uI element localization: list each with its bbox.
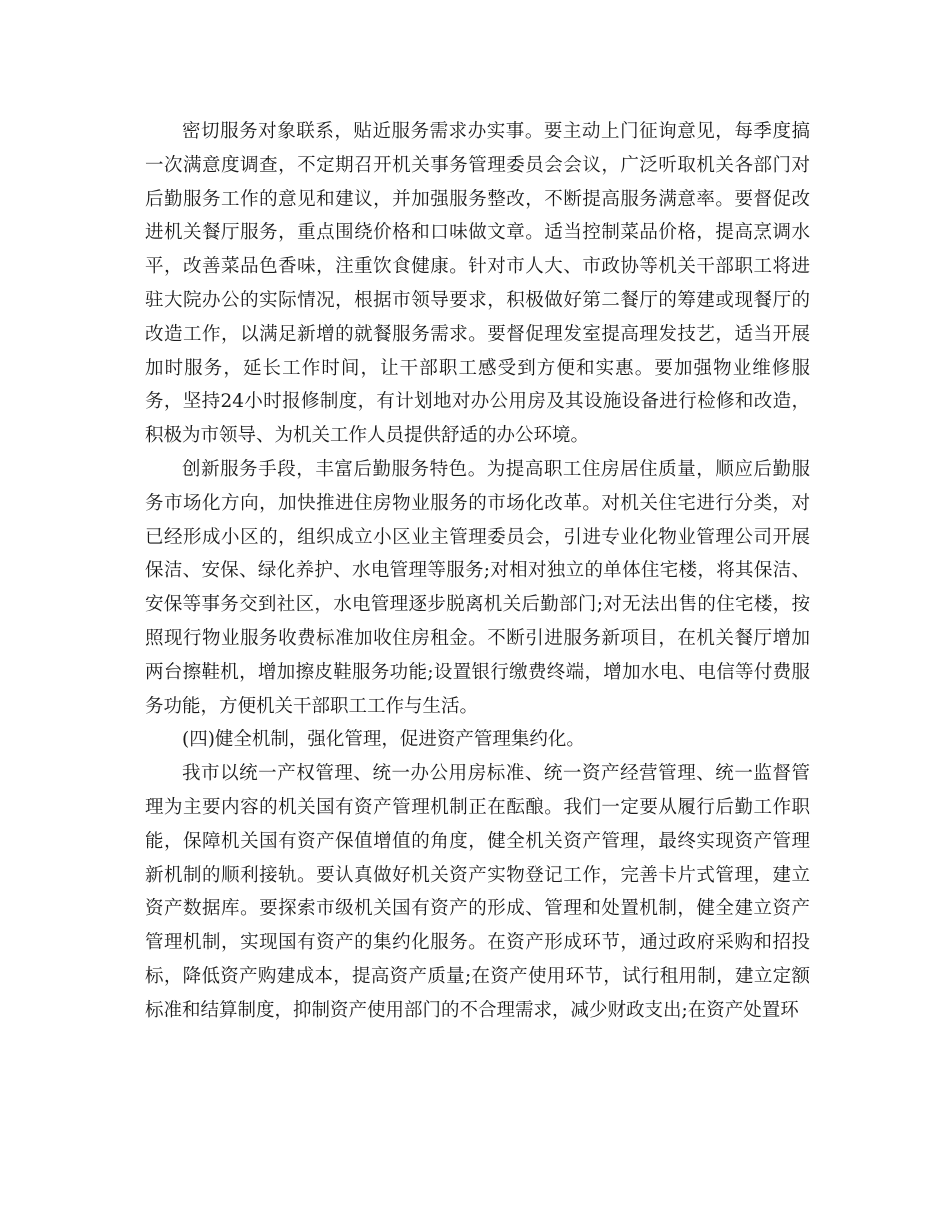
paragraph-asset-management: 我市以统一产权管理、统一办公用房标准、统一资产经营管理、统一监督管理为主要内容的机关国有资产管理机制正在酝酿。我们一定要从履行后勤工作职能，保障机关国有资产保值增值的角度，健全机关资产管理，最终实现资产管理新机制的顺利接轨。要认真做好机关资产实物登记工作，完善卡片式管理，建立资产数据库。要探索市级机关国有资产的形成、管理和处置机制，健全建立资产管理机制，实现国有资产的集约化服务。在资产形成环节，通过政府采购和招投标，降低资产购建成本，提高资产质量;在资产使用环节，试行租用制，建立定额标准和结算制度，抑制资产使用部门的不合理需求，减少财政支出;在资产处置环 <box>145 763 810 1021</box>
section-heading-asset-management: (四)健全机制，强化管理，促进资产管理集约化。 <box>182 729 585 751</box>
document-body <box>145 115 810 1028</box>
paragraph-service-innovation: 创新服务手段，丰富后勤服务特色。为提高职工住房居住质量，顺应后勤服务市场化方向，加快推进住房物业服务的市场化改革。对机关住宅进行分类，对已经形成小区的，组织成立小区业主管理委员会，引进专业化物业管理公司开展保洁、安保、绿化养护、水电管理等服务;对相对独立的单体住宅楼，将其保洁、安保等事务交到社区，水电管理逐步脱离机关后勤部门;对无法出售的住宅楼，按照现行物业服务收费标准加收住房租金。不断引进服务新项目，在机关餐厅增加两台擦鞋机，增加擦皮鞋服务功能;设置银行缴费终端，增加水电、电信等付费服务功能，方便机关干部职工工作与生活。 <box>145 458 810 717</box>
paragraph-service-needs: 密切服务对象联系，贴近服务需求办实事。要主动上门征询意见，每季度搞一次满意度调查，不定期召开机关事务管理委员会会议，广泛听取机关各部门对后勤服务工作的意见和建议，并加强服务整改，不断提高服务满意率。要督促改进机关餐厅服务，重点围绕价格和口味做文章。适当控制菜品价格，提高烹调水平，改善菜品色香味，注重饮食健康。针对市人大、市政协等机关干部职工将进驻大院办公的实际情况，根据市领导要求，积极做好第二餐厅的筹建或现餐厅的改造工作，以满足新增的就餐服务需求。要督促理发室提高理发技艺，适当开展加时服务，延长工作时间，让干部职工感受到方便和实惠。要加强物业维修服务，坚持24小时报修制度，有计划地对办公用房及其设施设备进行检修和改造，积极为市领导、为机关工作人员提供舒适的办公环境。 <box>145 121 810 447</box>
